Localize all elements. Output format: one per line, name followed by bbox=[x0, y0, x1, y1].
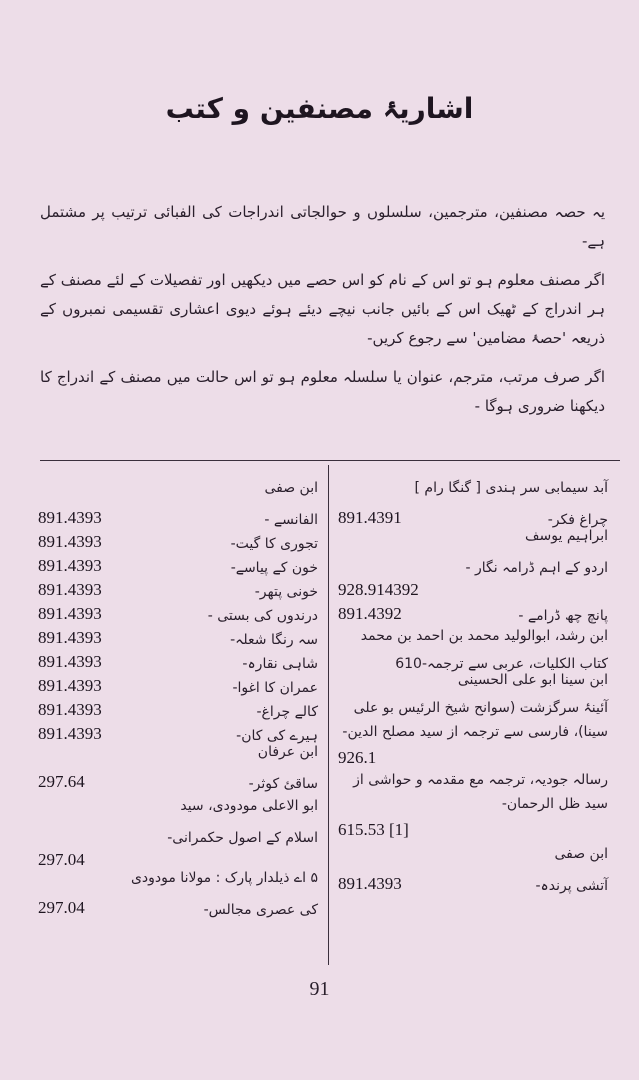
book-entry bbox=[338, 744, 608, 768]
book-entry bbox=[38, 648, 318, 672]
author-entry: ابن صفی bbox=[264, 480, 318, 496]
class-number: 891.4393 bbox=[38, 556, 102, 575]
intro-paragraph: یہ حصہ مصنفین، مترجمین، سلسلوں و حوالجاتی اندراجات کی الفبائی ترتیب پر مشتمل ہے- bbox=[40, 203, 605, 250]
class-number: 297.04 bbox=[38, 850, 85, 869]
book-title: کالے چراغ- bbox=[256, 704, 318, 720]
book-title: الفانسے - bbox=[264, 512, 318, 528]
page-title: اشاریۂ مصنفین و کتب bbox=[165, 92, 474, 125]
book-entry bbox=[38, 504, 318, 528]
class-number: 926.1 bbox=[338, 748, 377, 767]
class-number: 891.4393 bbox=[38, 676, 102, 695]
book-entry bbox=[38, 720, 318, 744]
book-entry bbox=[38, 552, 318, 576]
book-title: ساقئ کوثر- bbox=[248, 776, 318, 792]
book-title: رسالہ جودیہ، ترجمہ مع مقدمہ و حواشی از سید ظل الرحمان- bbox=[353, 772, 608, 812]
book-title: خون کے پیاسے- bbox=[230, 560, 318, 576]
book-entry bbox=[38, 894, 318, 918]
index-column-right bbox=[338, 480, 608, 894]
book-title: خونی پتھر- bbox=[254, 584, 318, 600]
intro-text bbox=[40, 198, 605, 431]
book-entry bbox=[38, 624, 318, 648]
book-title: کی عصری مجالس- bbox=[203, 902, 318, 918]
book-title: آتشی پرندہ- bbox=[535, 878, 608, 894]
author-entry: ابن صفی bbox=[554, 846, 608, 862]
book-title: عمران کا اغوا- bbox=[232, 680, 318, 696]
class-number: 928.914392 bbox=[338, 580, 419, 599]
book-entry bbox=[38, 696, 318, 720]
book-entry bbox=[38, 576, 318, 600]
book-entry bbox=[38, 672, 318, 696]
class-number: 891.4393 bbox=[338, 874, 402, 893]
book-entry bbox=[38, 846, 318, 870]
class-number: 891.4393 bbox=[38, 580, 102, 599]
author-entry: ابن عرفان bbox=[257, 744, 318, 760]
class-number: 891.4393 bbox=[38, 628, 102, 647]
book-title: درندوں کی بستی - bbox=[207, 608, 318, 624]
class-number: 891.4393 bbox=[38, 652, 102, 671]
column-divider bbox=[328, 465, 329, 965]
book-title: شاہی نقارہ- bbox=[242, 656, 318, 672]
author-entry: آبد سیمابی سر ہندی [ گنگا رام ] bbox=[414, 480, 608, 496]
author-entry: ابو الاعلی مودودی، سید bbox=[180, 798, 318, 814]
book-entry bbox=[338, 870, 608, 894]
book-entry bbox=[38, 600, 318, 624]
book-title: اردو کے اہم ڈرامہ نگار - bbox=[465, 560, 608, 576]
book-title: کتاب الکلیات، عربی سے ترجمہ-610 bbox=[395, 656, 608, 672]
book-entry bbox=[338, 504, 608, 528]
index-column-left bbox=[38, 480, 318, 918]
class-number: 891.4393 bbox=[38, 508, 102, 527]
class-number: 891.4393 bbox=[38, 700, 102, 719]
class-number: 891.4393 bbox=[38, 532, 102, 551]
book-title: آئینۂ سرگزشت (سوانح شیخ الرئیس بو علی سینا)، فارسی سے ترجمہ از سید مصلح الدین- bbox=[342, 700, 608, 740]
class-number: 891.4393 bbox=[38, 724, 102, 743]
book-entry bbox=[38, 528, 318, 552]
intro-paragraph: اگر صرف مرتب، مترجم، عنوان یا سلسلہ معلوم ہو تو اس حالت میں مصنف کے اندراج کا دیکھنا ضروری ہوگا - bbox=[40, 368, 605, 415]
author-entry: ابن رشد، ابوالولید محمد بن احمد بن محمد bbox=[360, 628, 608, 644]
horizontal-divider bbox=[40, 460, 620, 461]
class-number: 891.4393 bbox=[38, 604, 102, 623]
intro-paragraph: اگر مصنف معلوم ہو تو اس کے نام کو اس حصے میں دیکھیں اور تفصیلات کے لئے مصنف کے ہر اندراج کے ٹھیک اس کے بائیں جانب نیچے دیئے ہوئے دیوی اعشاری تقسیمی نمبروں کے ذریعہ 'حصۂ مضامین' سے رجوع کریں- bbox=[40, 271, 605, 347]
book-title: پانچ چھ ڈرامے - bbox=[518, 608, 608, 624]
book-title: چراغ فکر- bbox=[547, 512, 608, 528]
book-title: تجوری کا گیت- bbox=[230, 536, 318, 552]
author-entry: ابراہیم یوسف bbox=[525, 528, 608, 544]
class-number: 297.64 bbox=[38, 772, 85, 791]
class-number: 891.4391 bbox=[338, 508, 402, 527]
book-title: ۵ اے ذیلدار پارک : مولانا مودودی bbox=[130, 870, 318, 886]
author-entry: ابن سینا ابو علی الحسینی bbox=[457, 672, 608, 688]
class-number: 615.53 [1] bbox=[338, 820, 409, 839]
book-title: اسلام کے اصول حکمرانی- bbox=[167, 830, 318, 846]
book-title: ہیرے کی کان- bbox=[236, 728, 318, 744]
book-entry bbox=[338, 648, 608, 672]
book-entry bbox=[338, 576, 608, 600]
book-title: سہ رنگا شعلہ- bbox=[230, 632, 318, 648]
book-entry bbox=[38, 822, 318, 846]
book-entry bbox=[38, 768, 318, 792]
class-number: 297.04 bbox=[38, 898, 85, 917]
book-entry bbox=[338, 816, 608, 840]
page-number: 91 bbox=[309, 978, 330, 1000]
class-number: 891.4392 bbox=[338, 604, 402, 623]
book-entry bbox=[338, 552, 608, 576]
book-entry bbox=[338, 600, 608, 624]
